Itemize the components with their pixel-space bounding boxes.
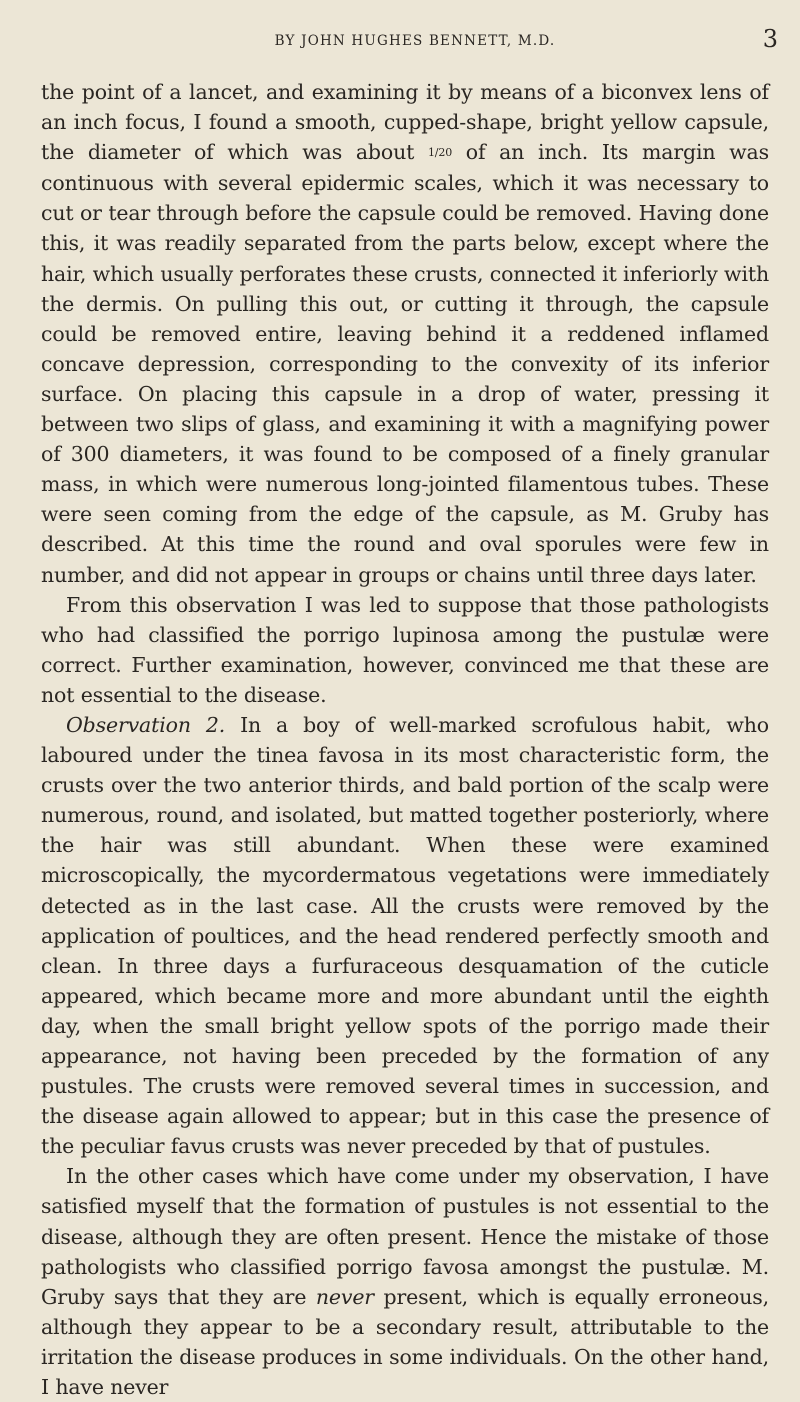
paragraph-2 [41,590,769,710]
text-segment: of an inch. Its margin was continuous with several epidermic scales, which it was necessary to cut or tear through before the capsule could be removed. Having done this, it was readily separated from the parts below, except where the hair, which usually perforates these crusts, connected it inferiorly with the dermis. On pulling this out, or cutting it through, the capsule could be removed entire, leaving behind it a reddened inflamed concave depression, corresponding to the convexity of its inferior surface. On placing this capsule in a drop of water, pressing it between two slips of glass, and examining it with a magnifying power of 300 diameters, it was found to be composed of a finely granular mass, in which were numerous long-jointed filamentous tubes. These were seen coming from the edge of the capsule, as M. Gruby has described. At this time the round and oval sporules were few in number, and did not appear in groups or chains until three days later. [41,140,769,587]
fraction: 1/20 [427,146,453,160]
body-text [41,77,769,1402]
page-number: 3 [762,25,778,53]
paragraph-1 [41,77,769,590]
text-segment: In the other cases which have come under my observation, I have satisfied myself that the formation of pustules is not essential to the disease, although they are often present. Hence the mistake of those pathologists who classified porrigo favosa amongst the pustulæ. M. Gruby says that they are [41,1164,769,1309]
text-segment [191,713,206,737]
text-segment: present, which is equally erroneous, although they appear to be a secondary result, attributable to the irritation the disease produces in some individuals. On the other hand, I have never [41,1284,769,1400]
text-segment: In a boy of well-marked scrofulous habit, who laboured under the tinea favosa in its most characteristic form, the crusts over the two anterior thirds, and bald portion of the scalp were numerous, round, and isolated, but matted together posteriorly, where the hair was still abundant. When these were examined microscopically, the mycordermatous vegetations were immediately detected as in the last case. All the crusts were removed by the application of poultices, and the head rendered perfectly smooth and clean. In three days a furfuraceous desquamation of the cuticle appeared, which became more and more abundant until the eighth day, when the small bright yellow spots of the porrigo made their appearance, not having been preceded by the formation of any pustules. The crusts were removed several times in succession, and the disease again allowed to appear; but in this case the presence of the peculiar favus crusts was never preceded by that of pustules. [41,712,769,1159]
observation-number: 2. [205,712,226,737]
observation-heading: Observation [66,712,191,737]
paragraph-4 [41,1161,769,1402]
running-title: BY JOHN HUGHES BENNETT, M.D. [274,33,556,49]
paragraph-3 [41,710,769,1161]
text-segment: From this observation I was led to suppose that those pathologists who had classified the porrigo lupinosa among the pustulæ were correct. Further examination, however, convinced me that these are not essential to the disease. [41,592,769,707]
running-head [0,25,800,59]
text-segment: the point of a lancet, and examining it by means of a biconvex lens of an inch focus, I found a smooth, cupped-shape, bright yellow capsule, the diameter of which was about [41,80,769,165]
emphasis-never: never [315,1284,374,1309]
